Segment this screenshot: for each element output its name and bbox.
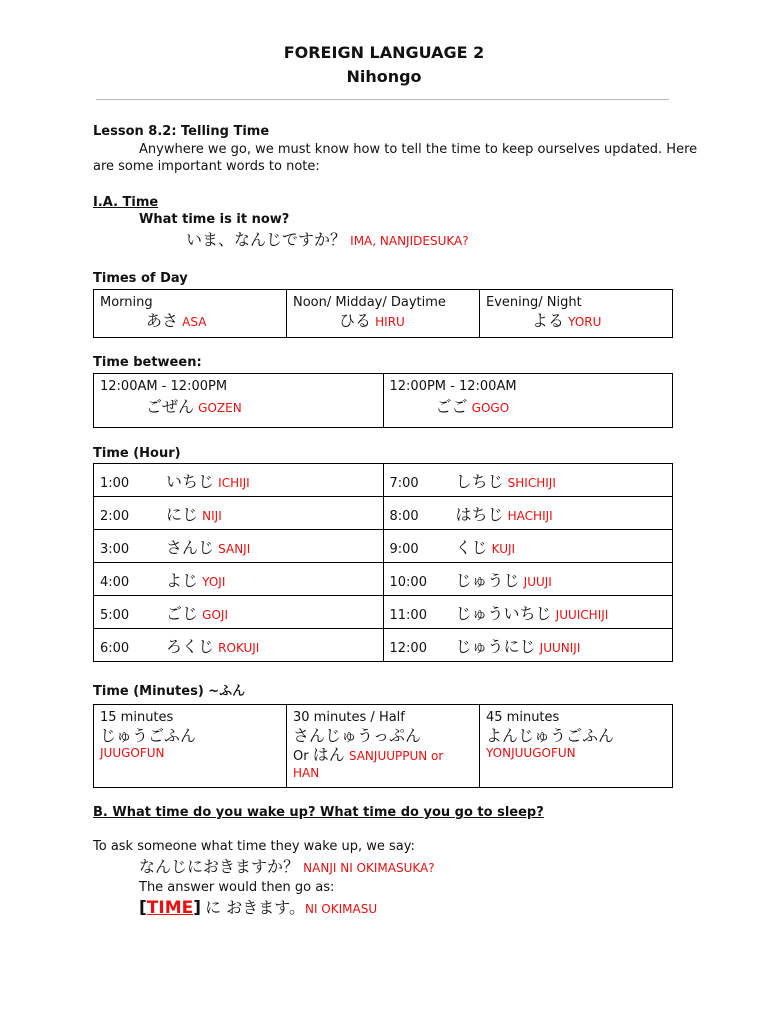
minutes-cell bbox=[480, 705, 673, 788]
hour-romaji: ICHIJI bbox=[218, 475, 250, 490]
lesson-intro-line2: are some important words to note: bbox=[93, 159, 320, 174]
table-row bbox=[94, 530, 673, 563]
times-of-day-heading: Times of Day bbox=[93, 271, 188, 286]
cell-jp: よる bbox=[532, 311, 565, 330]
hour-cell bbox=[94, 464, 384, 497]
hour-romaji: JUUJI bbox=[523, 574, 552, 589]
hour-cell bbox=[94, 629, 384, 662]
hour-romaji: JUUICHIJI bbox=[555, 607, 609, 622]
cell-jp-line bbox=[293, 311, 473, 333]
cell-jp-line bbox=[486, 311, 666, 333]
table-row bbox=[94, 464, 673, 497]
cell-jp: ごご bbox=[435, 397, 468, 416]
hour-jp: よじ bbox=[166, 570, 199, 590]
answer-time-placeholder bbox=[139, 898, 201, 918]
hour-cell bbox=[94, 497, 384, 530]
answer-time-word: TIME bbox=[146, 898, 194, 918]
cell-label: Evening/ Night bbox=[486, 295, 582, 310]
hour-cell bbox=[94, 530, 384, 563]
hour-time: 1:00 bbox=[100, 475, 130, 491]
hour-cell bbox=[383, 464, 673, 497]
section-a-heading: I.A. Time bbox=[93, 195, 159, 210]
hour-jp: さんじ bbox=[166, 537, 215, 557]
hour-romaji: NIJI bbox=[202, 508, 222, 523]
hour-time: 6:00 bbox=[100, 640, 130, 656]
cell-jp-line bbox=[100, 311, 280, 333]
table-row bbox=[94, 497, 673, 530]
hour-time: 7:00 bbox=[389, 475, 419, 491]
lesson-title: Lesson 8.2: Telling Time bbox=[93, 124, 270, 139]
table-row bbox=[94, 629, 673, 662]
minutes-cell bbox=[287, 705, 480, 788]
minutes-cell bbox=[94, 705, 287, 788]
cell-label: 12:00AM - 12:00PM bbox=[100, 379, 228, 394]
hour-time: 11:00 bbox=[389, 607, 427, 623]
table-row bbox=[94, 563, 673, 596]
lesson-intro-line1: Anywhere we go, we must know how to tell the time to keep ourselves updated. Here bbox=[139, 142, 698, 157]
cell-romaji: GOGO bbox=[471, 401, 510, 415]
hour-jp: じゅうにじ bbox=[455, 636, 536, 656]
time-minutes-table bbox=[93, 704, 673, 788]
hour-romaji: JUUNIJI bbox=[539, 640, 581, 655]
header-divider bbox=[96, 99, 669, 100]
hour-romaji: KUJI bbox=[491, 541, 516, 556]
hour-romaji: HACHIJI bbox=[507, 508, 553, 523]
hour-jp: にじ bbox=[166, 504, 199, 524]
time-between-table bbox=[93, 373, 673, 428]
time-between-cell bbox=[383, 374, 673, 428]
time-hour-heading: Time (Hour) bbox=[93, 446, 181, 461]
document-subtitle: Nihongo bbox=[346, 67, 422, 86]
question-jp: いま、なんじですか？ bbox=[186, 230, 347, 249]
hour-jp: ろくじ bbox=[166, 636, 215, 656]
time-of-day-cell bbox=[94, 290, 287, 338]
cell-jp: あさ bbox=[146, 311, 179, 330]
hour-jp: はちじ bbox=[455, 504, 504, 524]
hour-romaji: SANJI bbox=[218, 541, 251, 556]
cell-jp: よんじゅうごふん bbox=[486, 726, 615, 745]
hour-romaji: SHICHIJI bbox=[507, 475, 556, 490]
hour-time: 12:00 bbox=[389, 640, 427, 656]
cell-romaji: GOZEN bbox=[198, 401, 242, 415]
hour-romaji: GOJI bbox=[202, 607, 228, 622]
document-title: FOREIGN LANGUAGE 2 bbox=[283, 43, 485, 62]
answer-open-bracket: [ bbox=[139, 898, 147, 918]
cell-romaji: YORU bbox=[568, 315, 602, 329]
cell-romaji2: HAN bbox=[293, 766, 320, 780]
section-a-question-jp-line bbox=[186, 229, 469, 253]
hour-time: 2:00 bbox=[100, 508, 130, 524]
cell-jp: ごぜん bbox=[146, 397, 195, 416]
hour-time: 4:00 bbox=[100, 574, 130, 590]
answer-close-bracket: ] bbox=[193, 898, 202, 918]
hour-cell bbox=[383, 596, 673, 629]
cell-romaji: ASA bbox=[182, 315, 207, 329]
hour-time: 9:00 bbox=[389, 541, 419, 557]
times-of-day-table bbox=[93, 289, 673, 338]
cell-label: Noon/ Midday/ Daytime bbox=[293, 295, 446, 310]
hour-cell bbox=[94, 596, 384, 629]
table-row bbox=[94, 596, 673, 629]
section-b-question-romaji: NANJI NI OKIMASUKA? bbox=[303, 861, 435, 875]
time-of-day-cell bbox=[480, 290, 673, 338]
cell-label: 15 minutes bbox=[100, 710, 174, 725]
section-b-answer-intro: The answer would then go as: bbox=[139, 880, 335, 895]
cell-jp2: はん bbox=[312, 745, 345, 764]
hour-jp: しちじ bbox=[455, 471, 504, 491]
question-romaji: IMA, NANJIDESUKA? bbox=[350, 234, 469, 248]
hour-jp: くじ bbox=[455, 537, 488, 557]
section-b-ask-line: To ask someone what time they wake up, we say: bbox=[93, 839, 415, 854]
cell-or: Or bbox=[293, 749, 309, 764]
time-hour-table bbox=[93, 463, 673, 662]
cell-label: Morning bbox=[100, 295, 153, 310]
hour-jp: じゅういちじ bbox=[455, 603, 552, 623]
cell-jp: じゅうごふん bbox=[100, 726, 197, 745]
cell-jp-line bbox=[390, 397, 667, 419]
answer-romaji: NI OKIMASU bbox=[304, 902, 378, 916]
hour-cell bbox=[383, 497, 673, 530]
hour-romaji: YOJI bbox=[202, 574, 226, 589]
cell-romaji: JUUGOFUN bbox=[100, 746, 165, 760]
cell-alt-line bbox=[293, 746, 473, 766]
cell-label: 30 minutes / Half bbox=[293, 710, 405, 725]
hour-cell bbox=[383, 629, 673, 662]
hour-jp: じゅうじ bbox=[455, 570, 520, 590]
section-b-question-jp: なんじにおきますか？ bbox=[139, 857, 300, 876]
section-a-question: What time is it now? bbox=[139, 212, 290, 227]
hour-cell bbox=[94, 563, 384, 596]
hour-time: 5:00 bbox=[100, 607, 130, 623]
hour-romaji: ROKUJI bbox=[218, 640, 260, 655]
hour-time: 10:00 bbox=[389, 574, 427, 590]
cell-romaji: HIRU bbox=[375, 315, 405, 329]
hour-cell bbox=[383, 530, 673, 563]
cell-label: 45 minutes bbox=[486, 710, 560, 725]
hour-time: 3:00 bbox=[100, 541, 130, 557]
cell-jp: ひる bbox=[339, 311, 372, 330]
hour-cell bbox=[383, 563, 673, 596]
cell-jp-line bbox=[100, 397, 377, 419]
answer-jp: に おきます。 bbox=[205, 898, 305, 917]
cell-romaji: SANJUUPPUN or bbox=[348, 749, 444, 763]
hour-time: 8:00 bbox=[389, 508, 419, 524]
time-minutes-heading: Time (Minutes) ~ふん bbox=[93, 684, 246, 699]
time-between-heading: Time between: bbox=[93, 355, 202, 370]
cell-label: 12:00PM - 12:00AM bbox=[389, 379, 517, 394]
hour-jp: ごじ bbox=[166, 603, 199, 623]
cell-jp: さんじゅうっぷん bbox=[293, 726, 422, 745]
time-between-cell bbox=[94, 374, 384, 428]
time-of-day-cell bbox=[287, 290, 480, 338]
cell-romaji: YONJUUGOFUN bbox=[486, 746, 576, 760]
section-b-question-line bbox=[139, 856, 435, 880]
hour-jp: いちじ bbox=[166, 471, 215, 491]
section-b-answer-line bbox=[139, 896, 377, 922]
section-b-heading: B. What time do you wake up? What time do you go to sleep? bbox=[93, 805, 544, 820]
